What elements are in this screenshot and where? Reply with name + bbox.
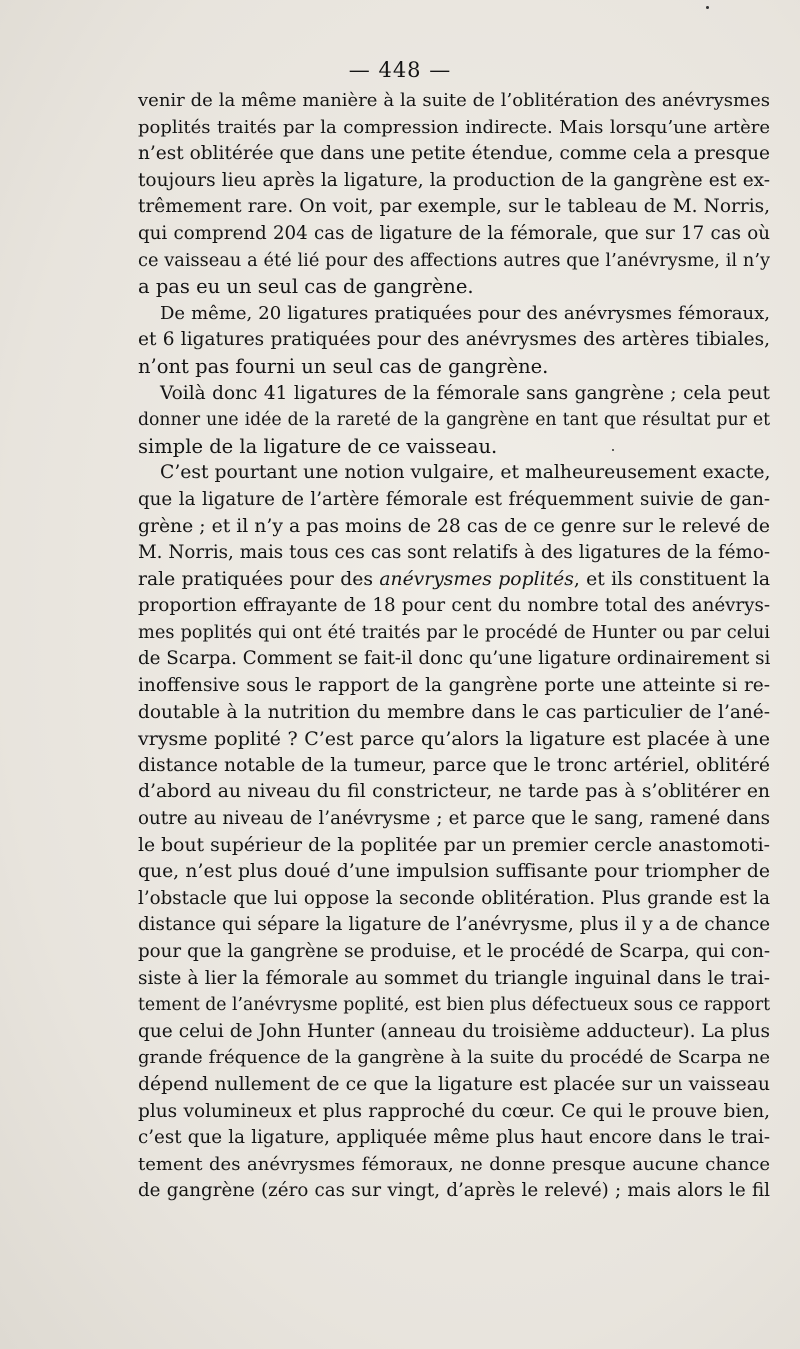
text-line: distance notable de la tumeur, parce que le tronc artériel, oblitéré bbox=[138, 754, 770, 776]
text-line: trêmement rare. On voit, par exemple, sur le tableau de M. Norris, bbox=[138, 196, 770, 218]
text-line: pour que la gangrène se produise, et le procédé de Scarpa, qui con- bbox=[138, 941, 770, 962]
text-line: donner une idée de la rareté de la gangrène en tant que résultat pur et bbox=[138, 410, 770, 431]
text-line: tement de l’anévrysme poplité, est bien plus défectueux sous ce rapport bbox=[138, 995, 770, 1016]
text-line: De même, 20 ligatures pratiquées pour des anévrysmes fémoraux, bbox=[160, 302, 770, 324]
text-line: le bout supérieur de la poplitée par un premier cercle anastomoti- bbox=[138, 834, 770, 856]
text-line: que celui de John Hunter (anneau du troisième adducteur). La plus bbox=[138, 1020, 770, 1042]
text-line: poplités traités par la compression indirecte. Mais lorsqu’une artère bbox=[138, 116, 770, 138]
italic-text-segment: anévrysmes poplités bbox=[379, 568, 574, 590]
text-line: venir de la même manière à la suite de l’oblitération des anévrysmes bbox=[138, 90, 770, 111]
ink-speck bbox=[706, 6, 709, 9]
text-line: a pas eu un seul cas de gangrène. bbox=[138, 275, 474, 299]
text-segment: rale pratiquées pour des bbox=[138, 568, 380, 590]
text-line: que la ligature de l’artère fémorale est fréquemment suivie de gan- bbox=[138, 488, 770, 510]
text-segment: , et ils constituent la bbox=[573, 568, 771, 590]
text-line: Voilà donc 41 ligatures de la fémorale sans gangrène ; cela peut bbox=[160, 382, 770, 404]
text-line: C’est pourtant une notion vulgaire, et malheureusement exacte, bbox=[160, 462, 771, 484]
text-line: M. Norris, mais tous ces cas sont relatifs à des ligatures de la fémo- bbox=[138, 542, 770, 564]
text-line: n’ont pas fourni un seul cas de gangrène. bbox=[138, 354, 549, 378]
text-line: grande fréquence de la gangrène à la suite du procédé de Scarpa ne bbox=[138, 1047, 770, 1069]
text-line: d’abord au niveau du fil constricteur, ne tarde pas à s’oblitérer en bbox=[138, 781, 770, 803]
text-line: grène ; et il n’y a pas moins de 28 cas de ce genre sur le relevé de bbox=[138, 515, 770, 537]
text-line: doutable à la nutrition du membre dans le cas particulier de l’ané- bbox=[138, 701, 770, 723]
text-line: de Scarpa. Comment se fait-il donc qu’une ligature ordinairement si bbox=[138, 648, 771, 670]
text-line: plus volumineux et plus rapproché du cœur. Ce qui le prouve bien, bbox=[138, 1100, 770, 1122]
text-line: n’est oblitérée que dans une petite étendue, comme cela a presque bbox=[138, 143, 770, 165]
text-line: l’obstacle que lui oppose la seconde oblitération. Plus grande est la bbox=[138, 887, 770, 909]
text-line: de gangrène (zéro cas sur vingt, d’après le relevé) ; mais alors le fil bbox=[138, 1180, 770, 1202]
text-line: siste à lier la fémorale au sommet du triangle inguinal dans le trai- bbox=[138, 967, 770, 989]
text-line: proportion effrayante de 18 pour cent du nombre total des anévrys- bbox=[138, 595, 770, 617]
text-line: vrysme poplité ? C’est parce qu’alors la ligature est placée à une bbox=[138, 728, 770, 751]
text-line: que, n’est plus doué d’une impulsion suffisante pour triompher de bbox=[138, 861, 770, 883]
text-line: simple de la ligature de ce vaisseau. bbox=[138, 434, 498, 458]
text-line: c’est que la ligature, appliquée même plus haut encore dans le trai- bbox=[138, 1127, 770, 1149]
text-line: tement des anévrysmes fémoraux, ne donne presque aucune chance bbox=[138, 1153, 770, 1175]
text-line: dépend nullement de ce que la ligature est placée sur un vaisseau bbox=[138, 1073, 770, 1095]
text-line: toujours lieu après la ligature, la production de la gangrène est ex- bbox=[138, 169, 770, 191]
text-line: mes poplités qui ont été traités par le procédé de Hunter ou par celui bbox=[138, 622, 770, 643]
text-line: outre au niveau de l’anévrysme ; et parce que le sang, ramené dans bbox=[138, 808, 770, 830]
page-number: — 448 — bbox=[348, 58, 452, 82]
body-text bbox=[138, 88, 770, 1205]
text-line bbox=[138, 567, 770, 594]
text-line: qui comprend 204 cas de ligature de la fémorale, que sur 17 cas où bbox=[138, 222, 770, 244]
text-line: ce vaisseau a été lié pour des affections autres que l’anévrysme, il n’y bbox=[138, 250, 770, 271]
text-line: distance qui sépare la ligature de l’anévrysme, plus il y a de chance bbox=[138, 914, 770, 936]
ink-speck bbox=[612, 449, 614, 451]
text-line: et 6 ligatures pratiquées pour des anévrysmes des artères tibiales, bbox=[138, 329, 770, 351]
text-line: inoffensive sous le rapport de la gangrène porte une atteinte si re- bbox=[138, 675, 770, 697]
